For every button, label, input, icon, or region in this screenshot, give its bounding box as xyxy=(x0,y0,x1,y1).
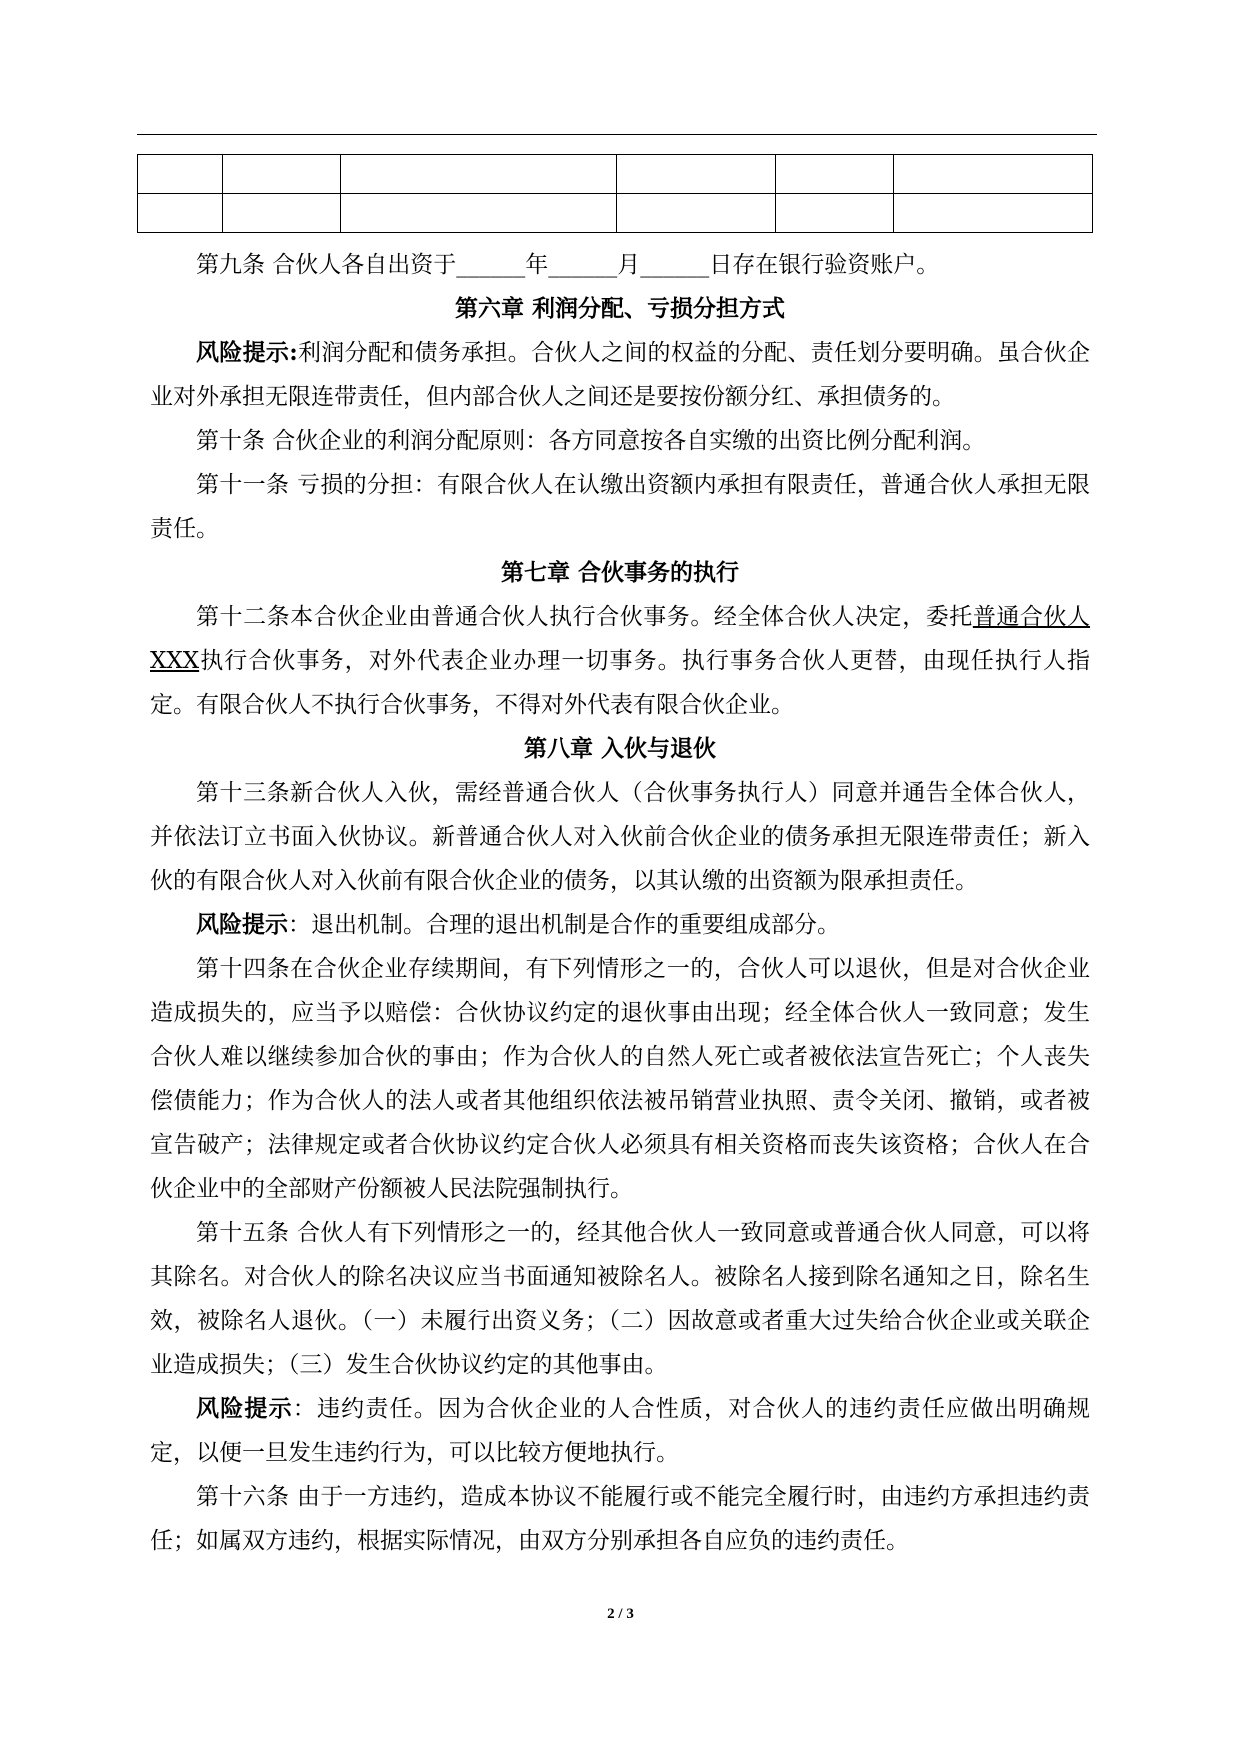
article-16: 第十六条 由于一方违约，造成本协议不能履行或不能完全履行时，由违约方承担违约责任；如属双方违约，根据实际情况，由双方分别承担各自应负的违约责任。 xyxy=(150,1484,1090,1554)
article-10: 第十条 合伙企业的利润分配原则：各方同意按各自实缴的出资比例分配利润。 xyxy=(196,428,986,454)
header-rule xyxy=(137,134,1097,135)
risk-text: ：退出机制。合理的退出机制是合作的重要组成部分。 xyxy=(288,912,840,938)
article-11: 第十一条 亏损的分担：有限合伙人在认缴出资额内承担有限责任，普通合伙人承担无限责任。 xyxy=(150,472,1090,542)
article-12-underlined: 普通合伙人 XXX xyxy=(150,604,1091,674)
document-body xyxy=(150,243,1090,1563)
article-14: 第十四条在合伙企业存续期间，有下列情形之一的，合伙人可以退伙，但是对合伙企业造成损失的，应当予以赔偿：合伙协议约定的退伙事由出现；经全体合伙人一致同意；发生合伙人难以继续参加合伙的事由；作为合伙人的自然人死亡或者被依法宣告死亡；个人丧失偿债能力；作为合伙人的法人或者其他组织依法被吊销营业执照、责令关闭、撤销，或者被宣告破产；法律规定或者合伙协议约定合伙人必须具有相关资格而丧失该资格；合伙人在合伙企业中的全部财产份额被人民法院强制执行。 xyxy=(150,956,1090,1202)
contribution-table xyxy=(137,154,1093,233)
chapter-8-title: 第八章 入伙与退伙 xyxy=(523,735,716,762)
table-cell xyxy=(894,155,1093,194)
risk-label: 风险提示 xyxy=(196,911,288,938)
table-row xyxy=(138,155,1093,194)
table-cell xyxy=(617,194,776,233)
chapter-6-title: 第六章 利润分配、亏损分担方式 xyxy=(454,295,785,322)
risk-text: 利润分配和债务承担。合伙人之间的权益的分配、责任划分要明确。虽合伙企业对外承担无限连带责任，但内部合伙人之间还是要按份额分红、承担债务的。 xyxy=(150,340,1090,410)
article-15: 第十五条 合伙人有下列情形之一的，经其他合伙人一致同意或普通合伙人同意，可以将其除名。对合伙人的除名决议应当书面通知被除名人。被除名人接到除名通知之日，除名生效，被除名人退伙。（一）未履行出资义务；（二）因故意或者重大过失给合伙企业或关联企业造成损失；（三）发生合伙协议约定的其他事由。 xyxy=(150,1220,1090,1378)
table-cell xyxy=(223,194,341,233)
table-cell xyxy=(776,194,894,233)
table-cell xyxy=(138,194,223,233)
article-12 xyxy=(150,595,1090,727)
article-13: 第十三条新合伙人入伙，需经普通合伙人（合伙事务执行人）同意并通告全体合伙人，并依法订立书面入伙协议。新普通合伙人对入伙前合伙企业的债务承担无限连带责任；新入伙的有限合伙人对入伙前有限合伙企业的债务，以其认缴的出资额为限承担责任。 xyxy=(150,780,1090,894)
table-cell xyxy=(223,155,341,194)
table-row xyxy=(138,194,1093,233)
table-cell xyxy=(341,155,617,194)
table-cell xyxy=(617,155,776,194)
risk-note-exit xyxy=(150,903,1090,947)
article-12-text-cont: 执行合伙事务，对外代表企业办理一切事务。执行事务合伙人更替，由现任执行人指定。有限合伙人不执行合伙事务，不得对外代表有限合伙企业。 xyxy=(150,648,1090,718)
table-cell xyxy=(776,155,894,194)
risk-text: ：违约责任。因为合伙企业的人合性质，对合伙人的违约责任应做出明确规定，以便一旦发生违约行为，可以比较方便地执行。 xyxy=(150,1396,1091,1466)
article-12-text: 第十二条本合伙企业由普通合伙人执行合伙事务。经全体合伙人决定，委托 xyxy=(196,604,973,630)
risk-note-breach xyxy=(150,1387,1090,1475)
page-number: 2 / 3 xyxy=(607,1606,634,1622)
risk-note-profit xyxy=(150,331,1090,419)
chapter-7-title: 第七章 合伙事务的执行 xyxy=(500,559,739,586)
table-cell xyxy=(138,155,223,194)
risk-label: 风险提示 xyxy=(196,1395,293,1422)
article-9: 第九条 合伙人各自出资于______年______月______日存在银行验资账户。 xyxy=(196,252,940,278)
table-cell xyxy=(341,194,617,233)
risk-label: 风险提示: xyxy=(196,339,298,366)
table-cell xyxy=(894,194,1093,233)
